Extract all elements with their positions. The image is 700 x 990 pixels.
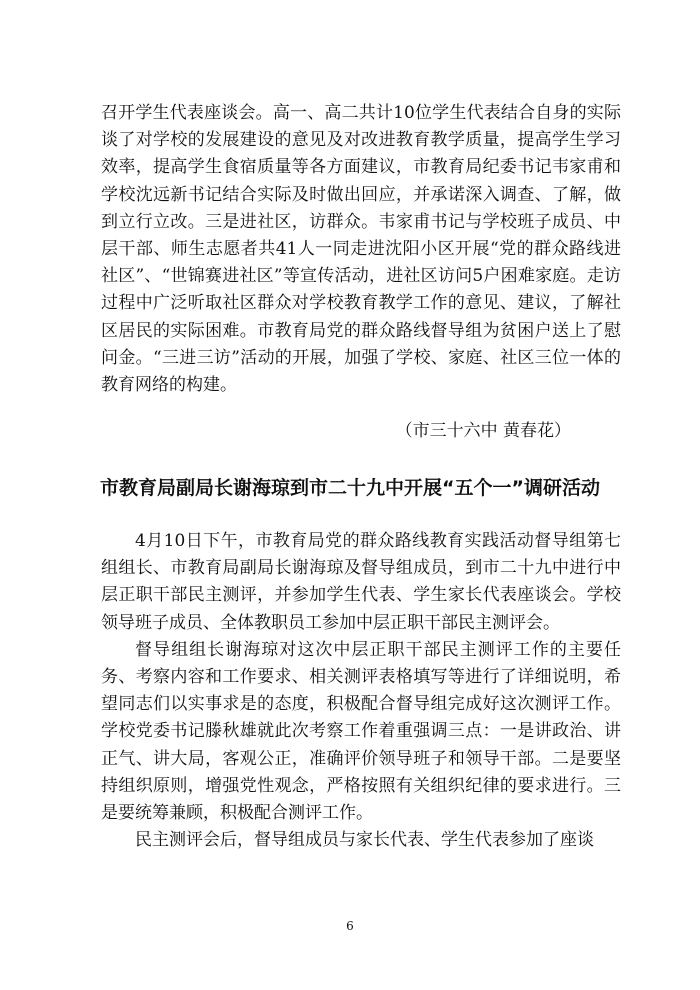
continued-paragraph: 召开学生代表座谈会。高一、高二共计10位学生代表结合自身的实际谈了对学校的发展建设的意见及对改进教育教学质量，提高学生学习效率，提高学生食宿质量等各方面建议，市教育局纪委书记韦家甫和学校沈远新书记结合实际及时做出回应，并承诺深入调查、了解，做到立行立改。三是进社区，访群众。韦家甫书记与学校班子成员、中层干部、师生志愿者共41人一同走进沈阳小区开展“党的群众路线进社区”、“世锦赛进社区”等宣传活动，进社区访问5户困难家庭。走访过程中广泛听取社区群众对学校教育教学工作的意见、建议，了解社区居民的实际困难。市教育局党的群众路线督导组为贫困户送上了慰问金。“三进三访”活动的开展，加强了学校、家庭、社区三位一体的教育网络的构建。 (101, 103, 621, 396)
article-paragraph-1: 4月10日下午，市教育局党的群众路线教育实践活动督导组第七组组长、市教育局副局长谢海琼及督导组成员，到市二十九中进行中层正职干部民主测评，并参加学生代表、学生家长代表座谈会。学校领导班子成员、全体教职员工参加中层正职干部民主测评会。 (101, 531, 621, 633)
continued-section (101, 100, 621, 399)
author-signature: （市三十六中 黄春花） (395, 421, 571, 441)
article-paragraph-2: 督导组组长谢海琼对这次中层正职干部民主测评工作的主要任务、考察内容和工作要求、相关测评表格填写等进行了详细说明，希望同志们以实事求是的态度，积极配合督导组完成好这次测评工作。学校党委书记滕秋雄就此次考察工作着重强调三点：一是讲政治、讲正气、讲大局，客观公正，准确评价领导班子和领导干部。二是要坚持组织原则，增强党性观念，严格按照有关组织纪律的要求进行。三是要统筹兼顾，积极配合测评工作。 (101, 639, 621, 824)
page-number: 6 (346, 919, 354, 933)
article-body (101, 528, 621, 854)
article-title: 市教育局副局长谢海琼到市二十九中开展“五个一”调研活动 (100, 477, 600, 499)
article-paragraph-3: 民主测评会后，督导组成员与家长代表、学生代表参加了座谈 (135, 830, 594, 851)
